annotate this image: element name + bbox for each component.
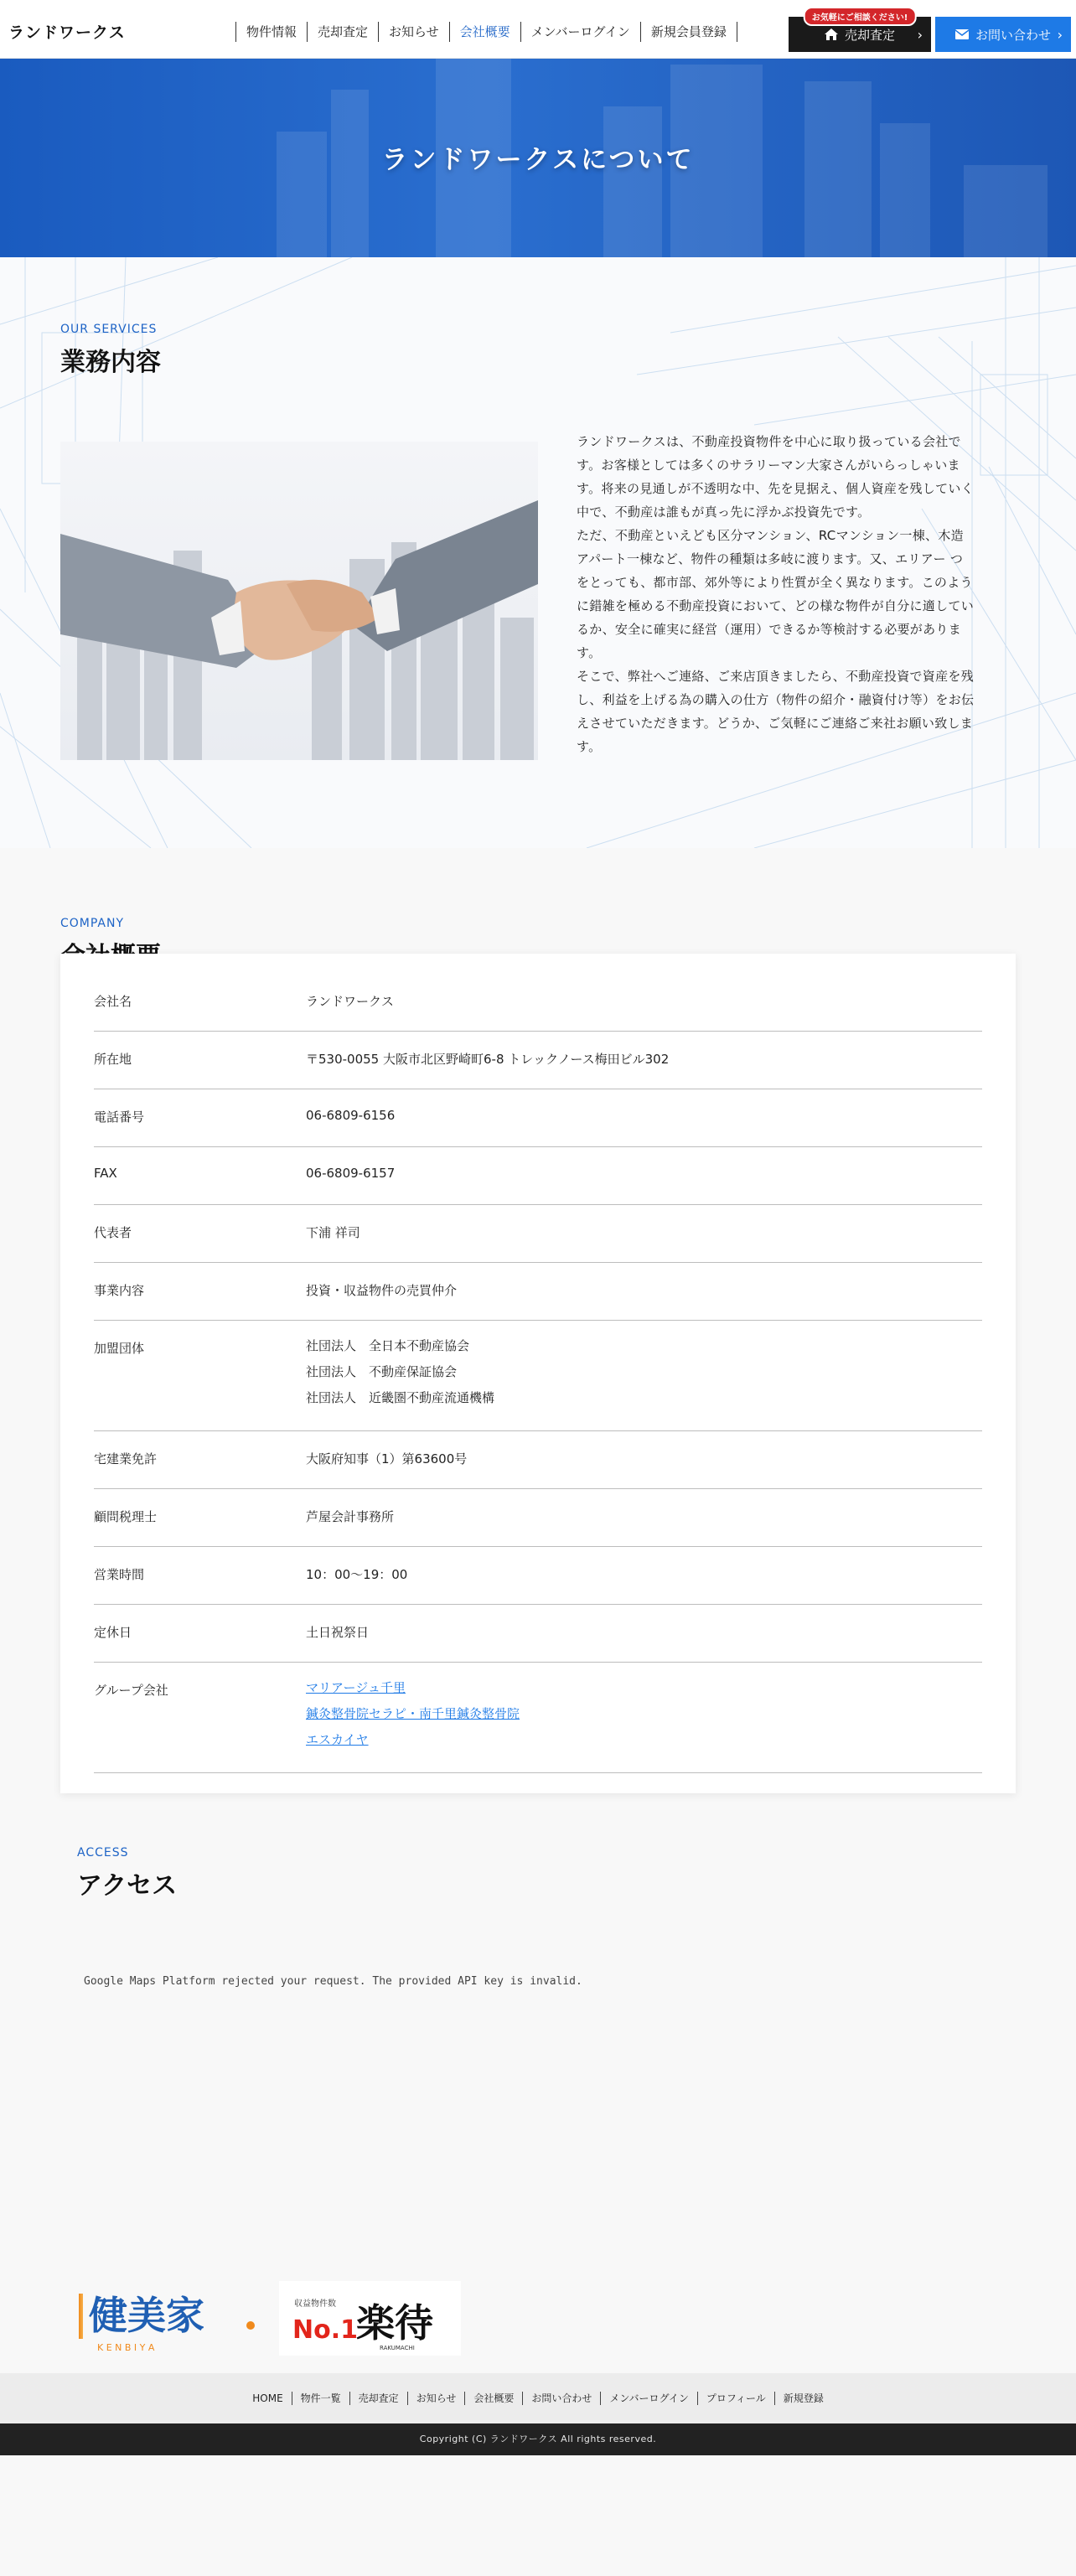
footer-link-member-login[interactable]: メンバーログイン — [600, 2392, 697, 2405]
row-label: 事業内容 — [94, 1283, 145, 1298]
global-nav — [235, 22, 737, 42]
sale-button-label: 売却査定 — [844, 27, 895, 43]
building-shape — [964, 165, 1048, 257]
row-label: グループ会社 — [94, 1683, 168, 1698]
row-value: ランドワークス — [306, 994, 394, 1009]
footer-link-profile[interactable]: プロフィール — [697, 2392, 774, 2405]
row-label: 宅建業免許 — [94, 1451, 158, 1466]
table-row — [94, 992, 982, 1032]
table-row — [94, 1623, 982, 1663]
company-info-table — [60, 954, 1016, 1793]
footer-link-news[interactable]: お知らせ — [407, 2392, 465, 2405]
rakumachi-no1: No.1 — [292, 2315, 358, 2345]
nav-item-properties[interactable]: 物件情報 — [236, 22, 308, 42]
row-value: 社団法人 全日本不動産協会 — [306, 1338, 470, 1353]
row-label: 会社名 — [94, 994, 132, 1009]
footer-link-sale-assessment[interactable]: 売却査定 — [349, 2392, 407, 2405]
kenbiya-logo — [77, 2287, 261, 2354]
group-company-links — [306, 1675, 520, 1753]
row-value: 社団法人 不動産保証協会 — [306, 1364, 458, 1379]
nav-item-news[interactable]: お知らせ — [379, 22, 450, 42]
row-value: 06-6809-6157 — [306, 1166, 396, 1181]
rakumachi-small-label: 収益物件数 — [294, 2299, 336, 2309]
section-label-en: OUR SERVICES — [60, 323, 158, 336]
table-row — [94, 1681, 982, 1773]
row-value: 社団法人 近畿圏不動産流通機構 — [306, 1390, 495, 1405]
map-error-message: Google Maps Platform rejected your request. The provided API key is invalid. — [84, 1975, 582, 1988]
row-label: 代表者 — [94, 1225, 132, 1240]
building-shape — [603, 106, 662, 257]
kenbiya-wordmark: 健美家 — [89, 2293, 204, 2338]
group-company-link[interactable]: エスカイヤ — [306, 1732, 369, 1747]
nav-item-member-login[interactable]: メンバーログイン — [521, 22, 641, 42]
about-paragraph: ランドワークスは、不動産投資物件を中心に取り扱っている会社です。お客様としては多くのサラリーマン大家さんがいらっしゃいます。将来の見通しが不透明な中、先を見据え、個人資産を残していく中で、不動産は誰もが真っ先に浮かぶ投資先です。 — [577, 434, 975, 520]
row-value: 下浦 祥司 — [306, 1225, 360, 1240]
footer-link-company[interactable]: 会社概要 — [464, 2392, 522, 2405]
footer-link-home[interactable]: HOME — [252, 2392, 283, 2404]
site-header — [0, 0, 1076, 59]
partner-banners — [0, 2273, 1076, 2373]
row-label: 所在地 — [94, 1052, 132, 1067]
handshake-illustration — [60, 442, 538, 760]
hero-banner — [0, 59, 1076, 257]
table-row — [94, 1508, 982, 1547]
row-value: 土日祝祭日 — [306, 1625, 370, 1640]
table-row — [94, 1223, 982, 1263]
footer-link-register[interactable]: 新規登録 — [774, 2392, 832, 2405]
row-label: 電話番号 — [94, 1110, 145, 1125]
row-label: 顧問税理士 — [94, 1509, 158, 1524]
table-row — [94, 1565, 982, 1605]
consult-badge: お気軽にご相談ください! — [804, 7, 917, 26]
row-value: 芦屋会計事務所 — [306, 1509, 395, 1524]
page-title: ランドワークスについて — [381, 145, 695, 175]
row-value-list — [306, 1333, 494, 1411]
row-value: 10：00〜19：00 — [306, 1567, 408, 1582]
rakumachi-logo — [279, 2281, 461, 2356]
about-paragraph: そこで、弊社へご連絡、ご来店頂きましたら、不動産投資で資産を残し、利益を上げる為の購入の仕方（物件の紹介・融資付け等）をお伝えさせていただきます。どうか、ご気軽にご連絡ご来社お願い致します。 — [577, 669, 975, 754]
about-description — [577, 430, 975, 758]
row-value: 〒530-0055 大阪市北区野崎町6-8 トレックノース梅田ビル302 — [306, 1052, 670, 1067]
row-label: 営業時間 — [94, 1567, 145, 1582]
company-section — [0, 848, 1076, 1824]
row-label: FAX — [94, 1166, 117, 1181]
row-value: 投資・収益物件の売買仲介 — [306, 1283, 458, 1298]
chevron-right-icon: › — [917, 26, 923, 43]
nav-item-company[interactable]: 会社概要 — [450, 22, 521, 42]
table-row — [94, 1166, 982, 1205]
kenbiya-subtext: K E N B I Y A — [97, 2342, 155, 2353]
contact-button[interactable] — [935, 17, 1071, 52]
rakumachi-subtext: RAKUMACHI — [380, 2345, 415, 2351]
row-value: 06-6809-6156 — [306, 1108, 396, 1123]
site-logo[interactable]: ランドワークス — [8, 23, 126, 42]
mail-icon — [955, 29, 969, 39]
table-row — [94, 1108, 982, 1147]
rakumachi-banner[interactable] — [279, 2281, 461, 2356]
table-row — [94, 1450, 982, 1489]
group-company-link[interactable]: マリアージュ千里 — [306, 1680, 406, 1695]
table-row — [94, 1281, 982, 1321]
access-section — [0, 1824, 1076, 2273]
services-section — [0, 257, 1076, 848]
handshake-image — [60, 442, 538, 760]
row-label: 加盟団体 — [94, 1341, 145, 1356]
section-label-en: COMPANY — [60, 917, 125, 930]
chevron-right-icon: › — [1057, 26, 1063, 43]
footer-link-property-list[interactable]: 物件一覧 — [292, 2392, 349, 2405]
row-value: 大阪府知事（1）第63600号 — [306, 1451, 468, 1466]
footer-nav — [0, 2373, 1076, 2423]
nav-item-sale-assessment[interactable]: 売却査定 — [308, 22, 379, 42]
group-company-link[interactable]: 鍼灸整骨院セラピ・南千里鍼灸整骨院 — [306, 1706, 520, 1721]
kenbiya-banner[interactable] — [77, 2287, 261, 2354]
sale-assessment-button[interactable] — [789, 13, 931, 52]
copyright: Copyright (C) ランドワークス All rights reserved. — [0, 2423, 1076, 2455]
nav-item-register[interactable]: 新規会員登録 — [641, 22, 737, 42]
rakumachi-wordmark: 楽待 — [356, 2300, 433, 2346]
row-label: 定休日 — [94, 1625, 132, 1640]
contact-button-label: お問い合わせ — [975, 27, 1051, 43]
section-title: アクセス — [77, 1871, 178, 1901]
section-label-en: ACCESS — [77, 1846, 129, 1860]
table-row — [94, 1050, 982, 1089]
table-row — [94, 1339, 982, 1431]
house-icon — [825, 28, 838, 40]
section-title: 業務内容 — [60, 348, 161, 377]
footer-link-contact[interactable]: お問い合わせ — [522, 2392, 600, 2405]
about-paragraph: ただ、不動産といえども区分マンション、RCマンション一棟、木造アパート一棟など、物件の種類は多岐に渡ります。又、エリアー つをとっても、都市部、郊外等により性質が全く異なります。このように錯雑を極める不動産投資において、どの様な物件が自分に適しているか、安全に確実に経営（運用）できるか等検討する必要があります。 — [577, 528, 975, 660]
